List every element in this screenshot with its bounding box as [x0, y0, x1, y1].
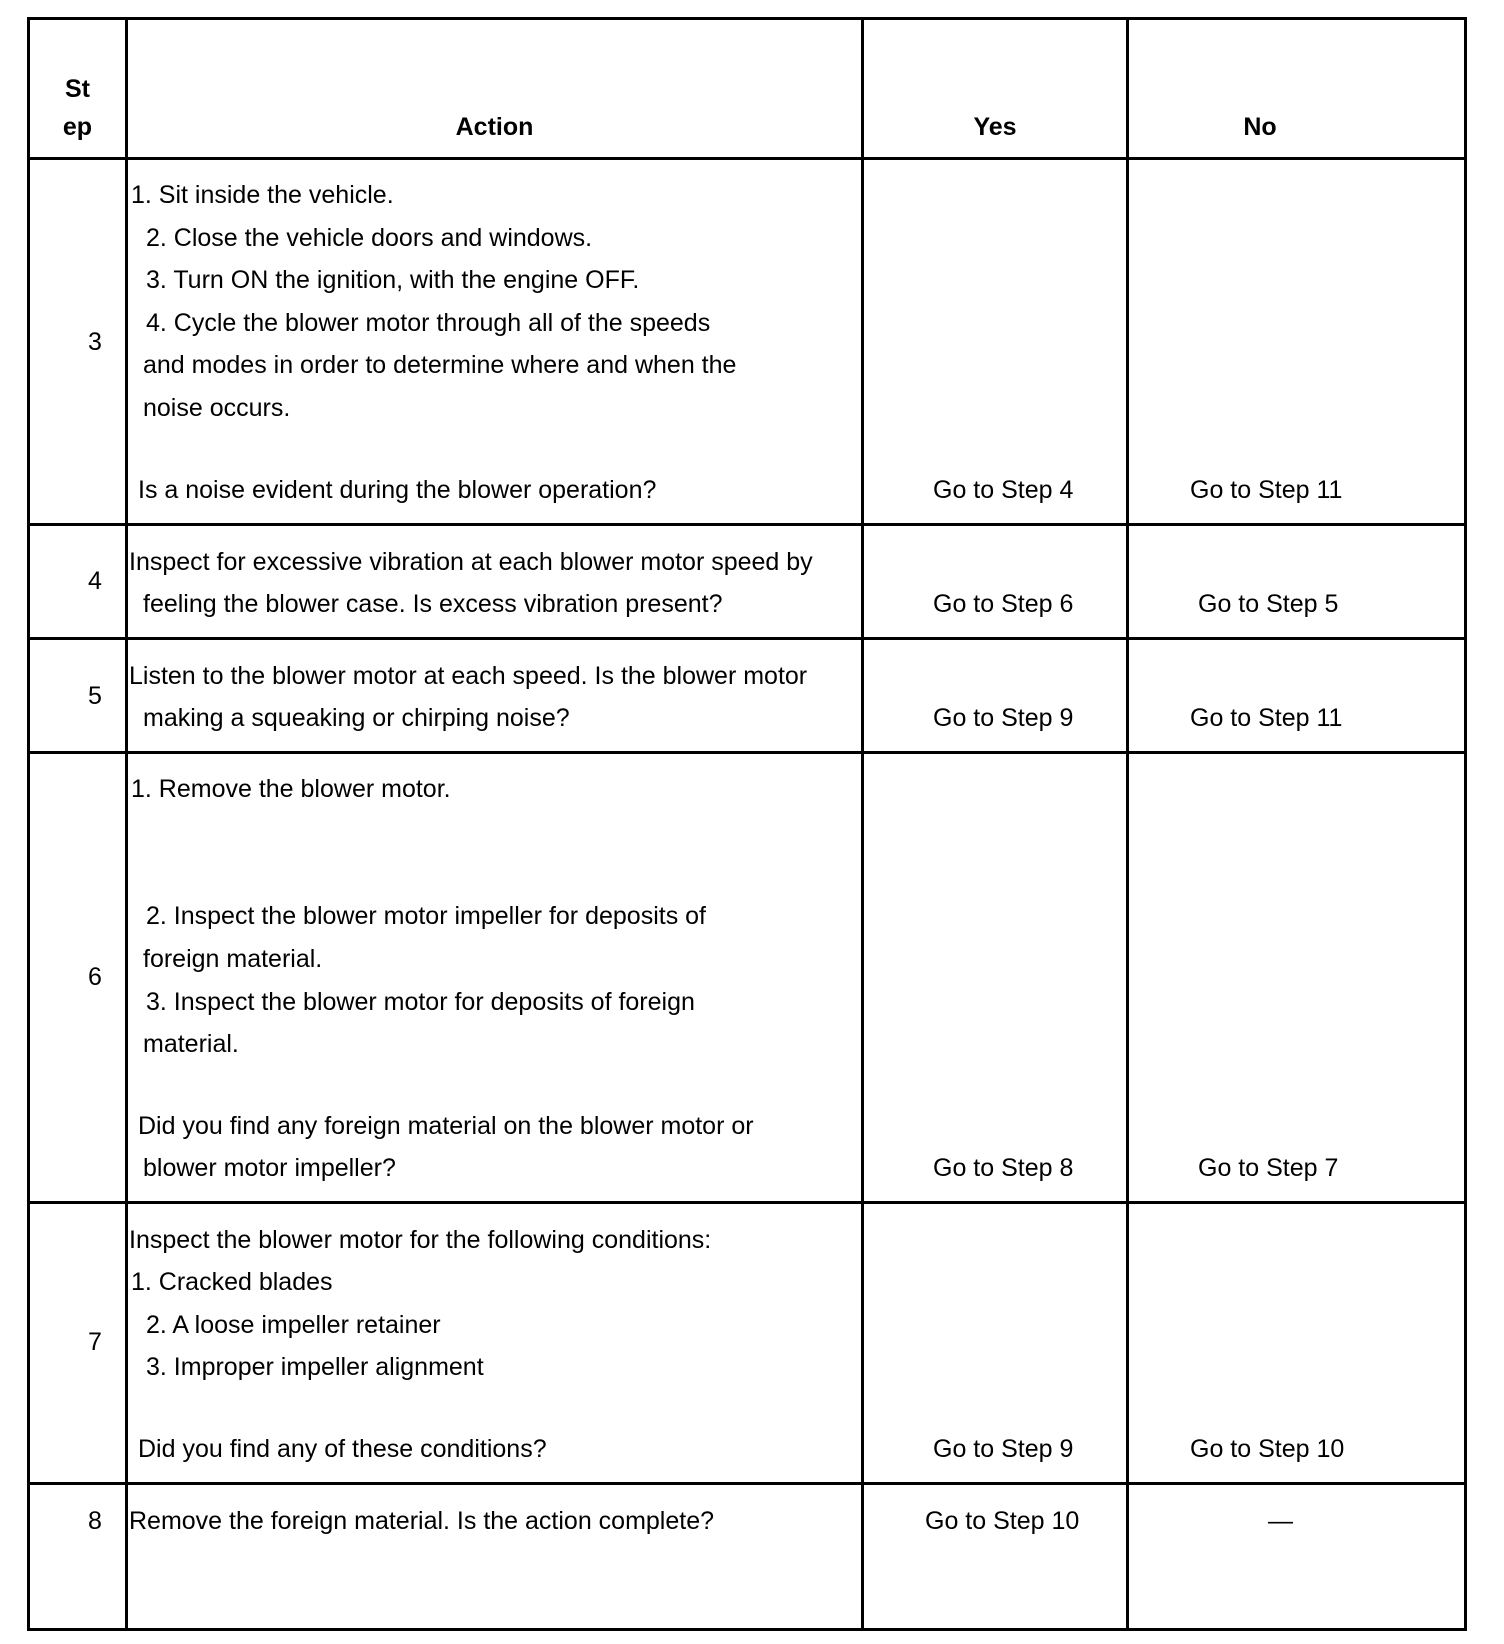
- step-number: 3: [88, 328, 102, 356]
- row-divider: [30, 637, 1464, 640]
- action-line: 3. Improper impeller alignment: [146, 1353, 484, 1381]
- no-result: —: [1268, 1507, 1293, 1535]
- action-line: noise occurs.: [143, 394, 291, 422]
- header-no: No: [1243, 113, 1277, 141]
- action-line: material.: [143, 1030, 239, 1058]
- row-divider: [30, 1482, 1464, 1485]
- header-yes: Yes: [973, 113, 1017, 141]
- row-divider: [30, 523, 1464, 526]
- diagnostic-table: [27, 17, 1467, 1631]
- action-line: Inspect the blower motor for the following conditions:: [129, 1226, 712, 1254]
- action-line: 4. Cycle the blower motor through all of the speeds: [146, 309, 711, 337]
- action-line: foreign material.: [143, 945, 323, 973]
- header-step-line1: St: [65, 75, 90, 103]
- yes-result: Go to Step 4: [933, 476, 1074, 504]
- yes-result: Go to Step 8: [933, 1154, 1074, 1182]
- no-result: Go to Step 10: [1190, 1435, 1345, 1463]
- action-line: 3. Turn ON the ignition, with the engine OFF.: [146, 266, 640, 294]
- action-line: Remove the foreign material. Is the action complete?: [129, 1507, 715, 1535]
- step-number: 8: [88, 1507, 102, 1535]
- action-line: 2. A loose impeller retainer: [146, 1311, 441, 1339]
- action-line: Listen to the blower motor at each speed. Is the blower motor: [129, 662, 808, 690]
- row-divider: [30, 751, 1464, 754]
- column-divider: [861, 20, 864, 1628]
- action-line: 2. Inspect the blower motor impeller for deposits of: [146, 902, 706, 930]
- yes-result: Go to Step 10: [925, 1507, 1080, 1535]
- header-action: Action: [455, 113, 534, 141]
- action-question: Did you find any foreign material on the blower motor or: [138, 1112, 754, 1140]
- yes-result: Go to Step 6: [933, 590, 1074, 618]
- step-number: 5: [88, 682, 102, 710]
- action-line: 1. Cracked blades: [131, 1268, 333, 1296]
- action-line: Inspect for excessive vibration at each blower motor speed by: [129, 548, 813, 576]
- action-line: making a squeaking or chirping noise?: [143, 704, 570, 732]
- row-divider: [30, 157, 1464, 160]
- yes-result: Go to Step 9: [933, 1435, 1074, 1463]
- no-result: Go to Step 11: [1190, 704, 1343, 732]
- no-result: Go to Step 7: [1198, 1154, 1339, 1182]
- action-line: feeling the blower case. Is excess vibration present?: [143, 590, 723, 618]
- action-question: Did you find any of these conditions?: [138, 1435, 547, 1463]
- no-result: Go to Step 5: [1198, 590, 1339, 618]
- action-question: blower motor impeller?: [143, 1154, 396, 1182]
- no-result: Go to Step 11: [1190, 476, 1343, 504]
- column-divider: [1126, 20, 1129, 1628]
- action-line: 3. Inspect the blower motor for deposits of foreign: [146, 988, 695, 1016]
- action-line: 1. Remove the blower motor.: [131, 775, 451, 803]
- yes-result: Go to Step 9: [933, 704, 1074, 732]
- step-number: 4: [88, 567, 102, 595]
- column-divider: [125, 20, 128, 1628]
- header-step-line2: ep: [62, 113, 93, 141]
- row-divider: [30, 1201, 1464, 1204]
- step-number: 7: [88, 1328, 102, 1356]
- action-question: Is a noise evident during the blower operation?: [138, 476, 657, 504]
- action-line: and modes in order to determine where and when the: [143, 351, 737, 379]
- action-line: 2. Close the vehicle doors and windows.: [146, 224, 593, 252]
- step-number: 6: [88, 963, 102, 991]
- action-line: 1. Sit inside the vehicle.: [131, 181, 394, 209]
